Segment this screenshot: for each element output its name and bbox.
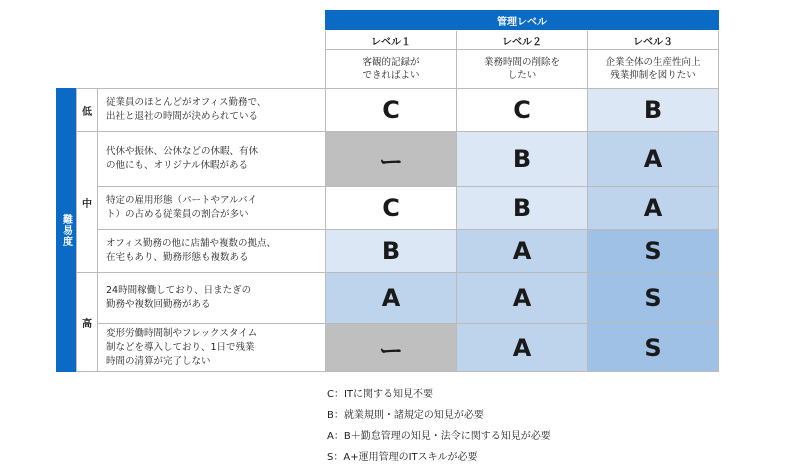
level-3-description: 企業全体の生産性向上 残業抑制を図りたい bbox=[587, 50, 719, 88]
level-1-header: レベル１ bbox=[325, 31, 456, 50]
row-condition: オフィス勤務の他に店舗や複数の拠点、 在宅もあり、勤務形態も複数ある bbox=[97, 229, 325, 272]
level-2-description: 業務時間の削除を したい bbox=[456, 50, 587, 88]
rating-cell: C bbox=[456, 88, 587, 131]
row-condition: 24時間稼働しており、日またぎの 勤務や複数回勤務がある bbox=[97, 272, 325, 323]
rating-cell: A bbox=[456, 229, 587, 272]
difficulty-axis-label: 難易度 bbox=[56, 88, 76, 372]
rating-cell: ー bbox=[325, 131, 456, 186]
rating-cell: C bbox=[325, 186, 456, 229]
level-2-header: レベル２ bbox=[456, 31, 587, 50]
row-condition: 変形労働時間制やフレックスタイム 制などを導入しており、1日で残業 時間の清算が完了しない bbox=[97, 323, 325, 372]
legend-a: A：B＋勤怠管理の知見・法令に関する知見が必要 bbox=[327, 431, 551, 442]
legend-b: B：就業規則・諸規定の知見が必要 bbox=[327, 410, 484, 421]
rating-cell: S bbox=[587, 229, 719, 272]
row-condition: 従業員のほとんどがオフィス勤務で、 出社と退社の時間が決められている bbox=[97, 88, 325, 131]
rating-cell: B bbox=[456, 131, 587, 186]
level-3-header: レベル３ bbox=[587, 31, 719, 50]
rating-cell: ー bbox=[325, 323, 456, 372]
management-level-header: 管理レベル bbox=[325, 10, 719, 30]
rating-cell: A bbox=[325, 272, 456, 323]
rating-cell: B bbox=[325, 229, 456, 272]
rating-cell: A bbox=[456, 272, 587, 323]
band-medium: 中 bbox=[76, 131, 97, 272]
row-condition: 代休や振休、公休などの休暇、有休 の他にも、オリジナル休暇がある bbox=[97, 131, 325, 186]
legend-s: S：A+運用管理のITスキルが必要 bbox=[327, 452, 478, 463]
row-condition: 特定の雇用形態（パートやアルバイ ト）の占める従業員の割合が多い bbox=[97, 186, 325, 229]
rating-cell: A bbox=[587, 186, 719, 229]
rating-cell: A bbox=[456, 323, 587, 372]
level-1-description: 客観的記録が できればよい bbox=[325, 50, 456, 88]
rating-cell: C bbox=[325, 88, 456, 131]
band-high: 高 bbox=[76, 272, 97, 372]
band-low: 低 bbox=[76, 88, 97, 131]
table-bottom-border bbox=[76, 371, 719, 372]
rating-cell: B bbox=[456, 186, 587, 229]
legend-c: C：ITに関する知見不要 bbox=[327, 389, 434, 400]
rating-cell: S bbox=[587, 323, 719, 372]
rating-cell: B bbox=[587, 88, 719, 131]
rating-cell: A bbox=[587, 131, 719, 186]
rating-cell: S bbox=[587, 272, 719, 323]
